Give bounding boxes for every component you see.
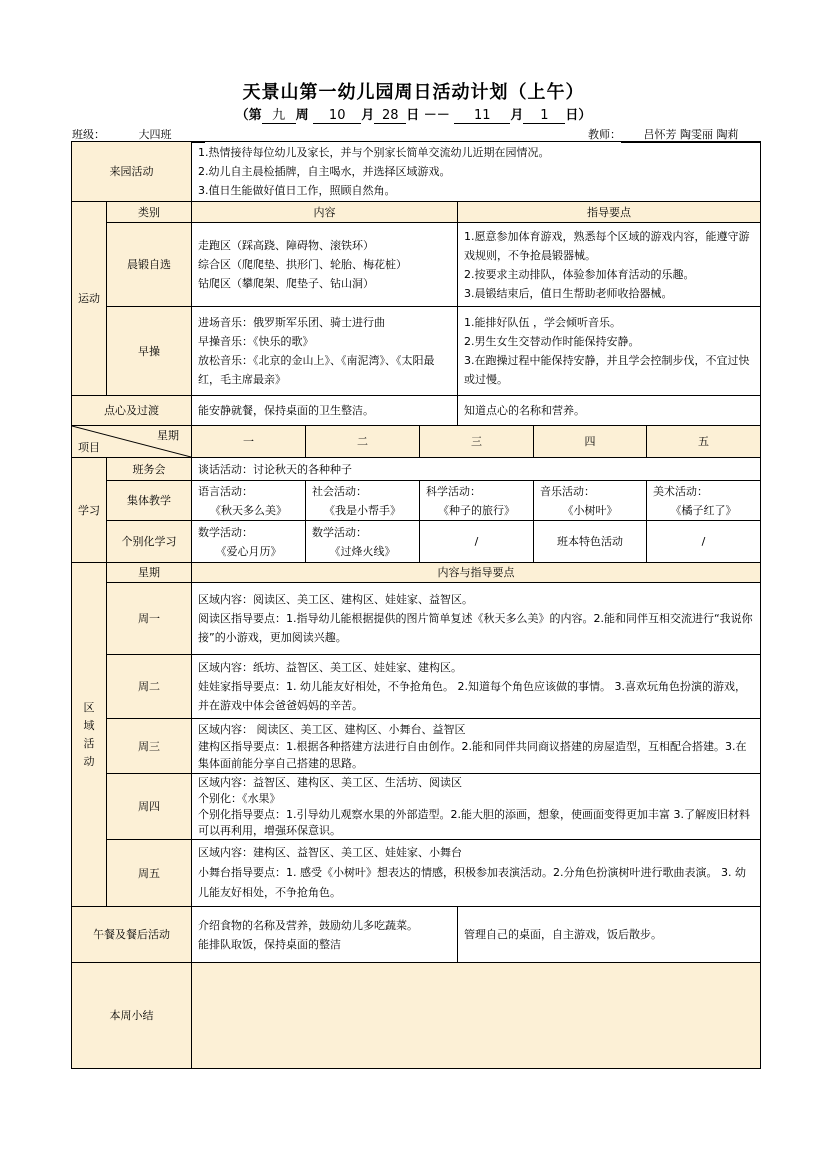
area-label: 区域活动 — [72, 563, 107, 907]
individual-fri: / — [647, 521, 761, 563]
area-day-mon: 周一 — [107, 583, 192, 655]
sport-col-guide: 指导要点 — [458, 202, 761, 223]
snack-content: 能安静就餐，保持桌面的卫生整洁。 — [192, 396, 458, 426]
week-number: 九 — [262, 104, 296, 124]
individual-mon: 数学活动： 《爱心月历》 — [192, 521, 306, 563]
area-content-wed: 区域内容： 阅读区、美工区、建构区、小舞台、益智区 建构区指导要点：1.根据各种搭建方法进行自由创作。2.能和同伴共同商议搭建的房屋造型，互相配合搭建。3.在集体面前能分享自己搭建的思路。 — [192, 719, 761, 774]
day-header-2: 二 — [306, 426, 420, 458]
summary-label: 本周小结 — [72, 963, 192, 1069]
arrival-content: 1.热情接待每位幼儿及家长，并与个别家长简单交流幼儿近期在园情况。 2.幼儿自主晨检插牌，自主喝水，并选择区域游戏。 3.值日生能做好值日工作，照顾自然角。 — [192, 142, 761, 202]
day-header-4: 四 — [534, 426, 647, 458]
area-day-tue: 周二 — [107, 655, 192, 719]
area-day-wed: 周三 — [107, 719, 192, 774]
class-meeting-content: 谈话活动：讨论秋天的各种种子 — [192, 458, 761, 481]
day-header-3: 三 — [420, 426, 534, 458]
group-teaching-mon: 语言活动： 《秋天多么美》 — [192, 481, 306, 521]
morning-exercise-content: 走跑区（踩高跷、障碍物、滚铁环） 综合区（爬爬垫、拱形门、轮胎、梅花桩） 钻爬区（攀爬架、爬垫子、钻山洞） — [192, 223, 458, 307]
area-day-fri: 周五 — [107, 840, 192, 907]
group-teaching-wed: 科学活动： 《种子的旅行》 — [420, 481, 534, 521]
morning-exercise-guide: 1.愿意参加体育游戏，熟悉每个区域的游戏内容，能遵守游戏规则，不争抢晨锻器械。 2.按要求主动排队，体验参加体育活动的乐趣。 3.晨锻结束后，值日生帮助老师收拾器械。 — [458, 223, 761, 307]
lunch-content: 介绍食物的名称及营养，鼓励幼儿多吃蔬菜。 能排队取饭，保持桌面的整洁 — [192, 907, 458, 963]
snack-guide: 知道点心的名称和营养。 — [458, 396, 761, 426]
sport-col-category: 类别 — [107, 202, 192, 223]
date-range: （第 九 周 10 月 28 日 －－ 11 月 1 日） — [0, 104, 827, 124]
sport-label: 运动 — [72, 202, 107, 396]
start-month: 10 — [313, 108, 361, 124]
class-value: 大四班 — [105, 126, 205, 143]
arrival-label: 来园活动 — [72, 142, 192, 202]
area-content-tue: 区域内容：纸坊、益智区、美工区、娃娃家、建构区。 娃娃家指导要点：1. 幼儿能友好相处，不争抢角色。 2.知道每个角色应该做的事情。 3.喜欢玩角色扮演的游戏，并在游戏中体会爸爸妈妈的辛苦。 — [192, 655, 761, 719]
area-content-fri: 区域内容：建构区、益智区、美工区、娃娃家、小舞台 小舞台指导要点：1. 感受《小树叶》想表达的情感，积极参加表演活动。2.分角色扮演树叶进行歌曲表演。 3. 幼儿能友好相处，不争抢角色。 — [192, 840, 761, 907]
plan-table — [71, 141, 761, 1069]
lunch-label: 午餐及餐后活动 — [72, 907, 192, 963]
page-title: 天景山第一幼儿园周日活动计划（上午） — [242, 82, 585, 103]
area-content-mon: 区域内容：阅读区、美工区、建构区、娃娃家、益智区。 阅读区指导要点：1.指导幼儿能根据提供的图片简单复述《秋天多么美》的内容。2.能和同伴互相交流进行“我说你接”的小游戏，更加阅读兴趣。 — [192, 583, 761, 655]
teacher-line: 教师： 吕怀芳 陶雯丽 陶莉 — [588, 126, 761, 143]
end-day: 1 — [523, 108, 565, 124]
group-teaching-thu: 音乐活动： 《小树叶》 — [534, 481, 647, 521]
day-header-5: 五 — [647, 426, 761, 458]
end-month: 11 — [454, 108, 510, 124]
individual-tue: 数学活动： 《过烽火线》 — [306, 521, 420, 563]
group-teaching-tue: 社会活动： 《我是小帮手》 — [306, 481, 420, 521]
individual-label: 个别化学习 — [107, 521, 192, 563]
individual-wed: / — [420, 521, 534, 563]
teacher-value: 吕怀芳 陶雯丽 陶莉 — [621, 126, 761, 143]
class-meeting-label: 班务会 — [107, 458, 192, 481]
area-day-thu: 周四 — [107, 774, 192, 840]
start-day: 28 — [374, 108, 406, 124]
morning-drill-guide: 1.能排好队伍 ，学会倾听音乐。 2.男生女生交替动作时能保持安静。 3.在跑操过程中能保持安静，并且学会控制步伐，不宜过快或过慢。 — [458, 307, 761, 396]
weekday-item-header: 星期 项目 — [72, 426, 192, 458]
area-col-content: 内容与指导要点 — [192, 563, 761, 583]
morning-exercise-label: 晨锻自选 — [107, 223, 192, 307]
day-header-1: 一 — [192, 426, 306, 458]
individual-thu: 班本特色活动 — [534, 521, 647, 563]
lunch-guide: 管理自己的桌面，自主游戏，饭后散步。 — [458, 907, 761, 963]
morning-drill-label: 早操 — [107, 307, 192, 396]
class-line: 班级： 大四班 — [72, 126, 205, 143]
group-teaching-fri: 美术活动： 《橘子红了》 — [647, 481, 761, 521]
summary-content — [192, 963, 761, 1069]
area-col-weekday: 星期 — [107, 563, 192, 583]
study-label: 学习 — [72, 458, 107, 563]
snack-label: 点心及过渡 — [72, 396, 192, 426]
group-teaching-label: 集体教学 — [107, 481, 192, 521]
sport-col-content: 内容 — [192, 202, 458, 223]
area-content-thu: 区域内容：益智区、建构区、美工区、生活坊、阅读区 个别化：《水果》 个别化指导要点：1.引导幼儿观察水果的外部造型。2.能大胆的添画，想象，使画面变得更加丰富 3.了解废旧材料可以再利用，增强环保意识。 — [192, 774, 761, 840]
morning-drill-content: 进场音乐：俄罗斯军乐团、骑士进行曲 早操音乐：《快乐的歌》 放松音乐：《北京的金山上》、《南泥湾》、《太阳最红，毛主席最亲》 — [192, 307, 458, 396]
